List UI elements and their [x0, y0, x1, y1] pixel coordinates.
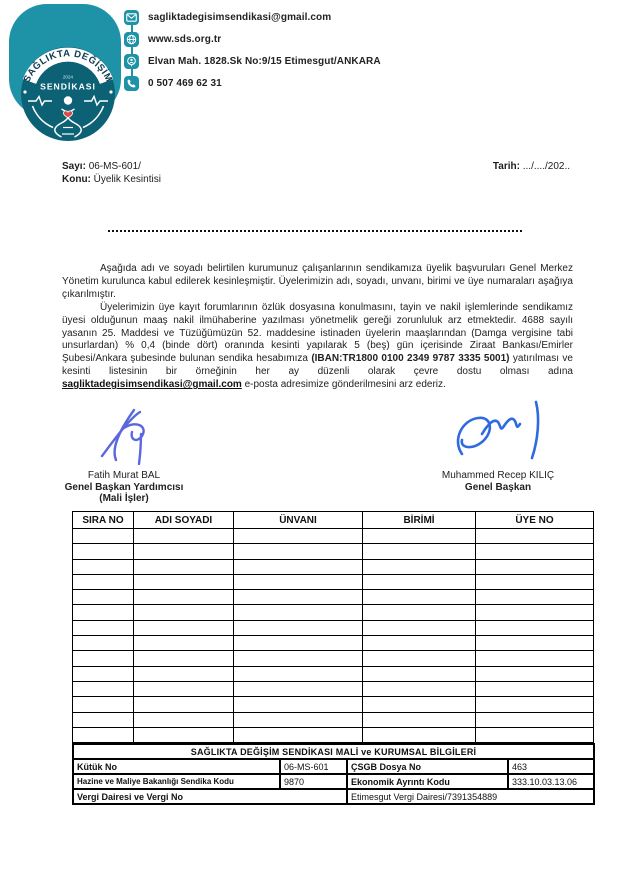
member-table-empty-row: [73, 666, 594, 681]
contact-row-phone: [124, 72, 544, 94]
konu-value: Üyelik Kesintisi: [93, 174, 161, 185]
member-table-empty-cell: [134, 727, 234, 742]
contact-email-text: sagliktadegisimsendikasi@gmail.com: [148, 11, 332, 23]
member-table-empty-cell: [476, 727, 594, 742]
member-table-empty-cell: [234, 529, 363, 544]
phone-icon: [124, 76, 139, 91]
member-table-empty-cell: [73, 605, 134, 620]
paragraph-2-text: yatırılması ve kesinti listesinin bir örneğinin her ay düzenli olarak çevre dostu olması adına: [62, 353, 573, 378]
member-table-empty-cell: [134, 651, 234, 666]
member-table-empty-cell: [363, 727, 476, 742]
sendika-kodu-label: Hazine ve Maliye Bakanlığı Sendika Kodu: [73, 774, 280, 789]
col-header-sira-no: SIRA NO: [73, 512, 134, 529]
signature-right: [448, 396, 552, 470]
logo-year: 2024: [62, 74, 74, 80]
member-table-empty-cell: [476, 559, 594, 574]
location-icon: [124, 54, 139, 69]
member-table-empty-cell: [73, 620, 134, 635]
member-table: [72, 511, 594, 743]
email-icon: [124, 10, 139, 25]
member-table-empty-cell: [476, 651, 594, 666]
member-table-empty-cell: [73, 666, 134, 681]
signature-left: [90, 404, 162, 470]
member-table-empty-cell: [476, 636, 594, 651]
member-table-empty-cell: [73, 590, 134, 605]
contact-list: [124, 6, 544, 94]
member-table-empty-cell: [363, 651, 476, 666]
member-table-empty-cell: [73, 529, 134, 544]
signatory-left-title: Genel Başkan Yardımcısı: [64, 481, 184, 493]
tarih-line: [493, 160, 570, 173]
logo-name: SENDİKASI: [40, 81, 96, 92]
contact-row-email: [124, 6, 544, 28]
member-table-empty-cell: [234, 559, 363, 574]
member-table-empty-cell: [476, 529, 594, 544]
vergi-label: Vergi Dairesi ve Vergi No: [73, 789, 347, 804]
member-table-empty-cell: [476, 666, 594, 681]
col-header-birimi: BİRİMİ: [363, 512, 476, 529]
member-table-empty-cell: [363, 605, 476, 620]
info-table-row: [73, 774, 594, 789]
member-table-empty-cell: [476, 620, 594, 635]
member-table-empty-cell: [134, 636, 234, 651]
member-table-empty-cell: [73, 697, 134, 712]
vergi-value: Etimesgut Vergi Dairesi/7391354889: [347, 789, 594, 804]
member-table-empty-cell: [134, 529, 234, 544]
member-table-empty-cell: [234, 544, 363, 559]
member-table-empty-cell: [363, 544, 476, 559]
member-table-empty-cell: [476, 605, 594, 620]
paragraph-2: [62, 302, 573, 392]
signatory-right-title: Genel Başkan: [464, 481, 532, 493]
member-table-empty-row: [73, 574, 594, 589]
member-table-empty-row: [73, 681, 594, 696]
member-table-empty-cell: [134, 574, 234, 589]
member-table-empty-cell: [363, 681, 476, 696]
member-table-empty-cell: [73, 544, 134, 559]
member-table-empty-cell: [134, 697, 234, 712]
member-table-empty-row: [73, 590, 594, 605]
signatory-left-name: Fatih Murat BAL: [87, 470, 161, 481]
info-table-row: [73, 759, 594, 774]
info-table: [72, 743, 595, 805]
member-table-empty-cell: [234, 590, 363, 605]
logo-arc-text: SAĞLIKTA DEĞİŞİM: [21, 48, 115, 85]
union-logo: [8, 4, 128, 146]
col-header-unvani: ÜNVANI: [234, 512, 363, 529]
member-table-empty-cell: [234, 620, 363, 635]
signatory-left: [45, 470, 203, 505]
member-table-empty-row: [73, 559, 594, 574]
member-table-empty-cell: [234, 574, 363, 589]
member-table-empty-cell: [363, 712, 476, 727]
kutuk-no-label: Kütük No: [73, 759, 280, 774]
document-meta: [62, 160, 570, 186]
contact-row-address: [124, 50, 544, 72]
member-table-empty-cell: [234, 636, 363, 651]
member-table-empty-cell: [363, 529, 476, 544]
info-table-title-row: [73, 744, 594, 759]
member-table-empty-row: [73, 727, 594, 742]
member-table-empty-cell: [73, 559, 134, 574]
col-header-uye-no: ÜYE NO: [476, 512, 594, 529]
member-table-empty-cell: [363, 574, 476, 589]
member-table-empty-cell: [234, 651, 363, 666]
info-table-title: SAĞLIKTA DEĞİŞİM SENDİKASI MALİ ve KURUMSAL BİLGİLERİ: [73, 744, 594, 759]
member-table-empty-cell: [476, 697, 594, 712]
member-table-empty-cell: [476, 681, 594, 696]
member-table-empty-cell: [476, 574, 594, 589]
member-table-empty-row: [73, 697, 594, 712]
contact-row-website: [124, 28, 544, 50]
member-table-empty-row: [73, 636, 594, 651]
member-table-empty-row: [73, 605, 594, 620]
paragraph-1: Aşağıda adı ve soyadı belirtilen kurumunuz çalışanlarının sendikamıza üyelik başvuruları Genel Merkez Yönetim kurulunca kabul edilerek kesinleşmiştir. Üyelerimizin adı, soyadı, unvanı, birimi ve üye numaraları aşağıya çıkarılmıştır.: [62, 263, 573, 300]
paragraph-2-text: e-posta adresimize gönderilmesini arz ederiz.: [241, 379, 446, 391]
member-table-empty-cell: [234, 697, 363, 712]
csgb-dosya-value: 463: [508, 759, 594, 774]
member-table-empty-cell: [134, 590, 234, 605]
member-table-empty-cell: [234, 727, 363, 742]
member-table-empty-cell: [234, 681, 363, 696]
member-table-empty-cell: [73, 712, 134, 727]
logo-center-dot: [64, 96, 72, 104]
member-table-empty-row: [73, 529, 594, 544]
member-table-empty-cell: [134, 605, 234, 620]
member-table-empty-cell: [234, 605, 363, 620]
paragraph-2-text: Üyelerimizin üye kayıt forumlarının özlük dosyasına konulmasını, tayin ve nakil işlemlerinde sendikamız üyesi olduğunun maaş nakil ilmühaberine yazılması yönetmelik gereği zorunluluk arz etmektedir. 4688 sayılı yasanın 25. Maddesi ve Tüzüğümüzün 52. maddesine istinaden üyelerin maaşlarından (Damga vergisine tabi unsurlardan) % 0,4 (binde dört) oranında kesinti yapılarak 5 (beş) gün içerisinde Ziraat Bankası/Emirler Şubesi/Ankara şubesinde bulunan sendika hesabımıza: [62, 301, 573, 365]
contact-address-text: Elvan Mah. 1828.Sk No:9/15 Etimesgut/ANKARA: [148, 55, 381, 67]
member-table-empty-row: [73, 620, 594, 635]
sendika-kodu-value: 9870: [280, 774, 347, 789]
member-table-empty-cell: [234, 666, 363, 681]
member-table-empty-cell: [134, 681, 234, 696]
body-email-link[interactable]: sagliktadegisimsendikasi@gmail.com: [62, 379, 242, 391]
sayi-value: 06-MS-601/: [88, 161, 141, 172]
member-table-empty-cell: [134, 544, 234, 559]
member-table-empty-cell: [363, 697, 476, 712]
tarih-label: Tarih:: [492, 161, 520, 172]
member-table-empty-cell: [134, 620, 234, 635]
globe-icon: [124, 32, 139, 47]
iban-text: (IBAN:TR1800 0100 2349 9787 3335 5001): [311, 353, 510, 365]
csgb-dosya-label: ÇSGB Dosya No: [347, 759, 508, 774]
addressee-dotted-line: [108, 221, 522, 232]
letter-body: [62, 263, 573, 392]
member-table-empty-row: [73, 651, 594, 666]
col-header-adi-soyadi: ADI SOYADI: [134, 512, 234, 529]
member-table-empty-row: [73, 712, 594, 727]
member-table-body: [73, 529, 594, 743]
member-table-empty-cell: [476, 712, 594, 727]
kutuk-no-value: 06-MS-601: [280, 759, 347, 774]
member-table-empty-cell: [73, 574, 134, 589]
sayi-line: [62, 160, 141, 173]
member-table-empty-cell: [134, 559, 234, 574]
member-table-empty-cell: [234, 712, 363, 727]
ekonomik-kod-value: 333.10.03.13.06: [508, 774, 594, 789]
member-table-empty-cell: [73, 681, 134, 696]
sayi-label: Sayı:: [62, 161, 86, 172]
ekonomik-kod-label: Ekonomik Ayrıntı Kodu: [347, 774, 508, 789]
tarih-value: .../..../202..: [522, 161, 570, 172]
info-table-row: [73, 789, 594, 804]
member-table-empty-cell: [134, 666, 234, 681]
member-table-empty-cell: [73, 727, 134, 742]
member-table-empty-cell: [73, 636, 134, 651]
signatory-right: [418, 470, 578, 493]
member-table-empty-cell: [134, 712, 234, 727]
member-table-empty-cell: [476, 590, 594, 605]
contact-website-text: www.sds.org.tr: [148, 33, 222, 45]
member-table-empty-cell: [73, 651, 134, 666]
member-table-empty-cell: [363, 559, 476, 574]
contact-phone-text: 0 507 469 62 31: [148, 77, 222, 89]
member-table-empty-cell: [476, 544, 594, 559]
signatory-left-subtitle: (Mali İşler): [99, 493, 149, 504]
member-table-empty-cell: [363, 636, 476, 651]
member-table-empty-row: [73, 544, 594, 559]
konu-label: Konu:: [62, 174, 91, 185]
member-table-empty-cell: [363, 620, 476, 635]
signatory-right-name: Muhammed Recep KILIÇ: [441, 470, 555, 481]
member-table-header-row: [73, 512, 594, 529]
member-table-empty-cell: [363, 590, 476, 605]
member-table-empty-cell: [363, 666, 476, 681]
